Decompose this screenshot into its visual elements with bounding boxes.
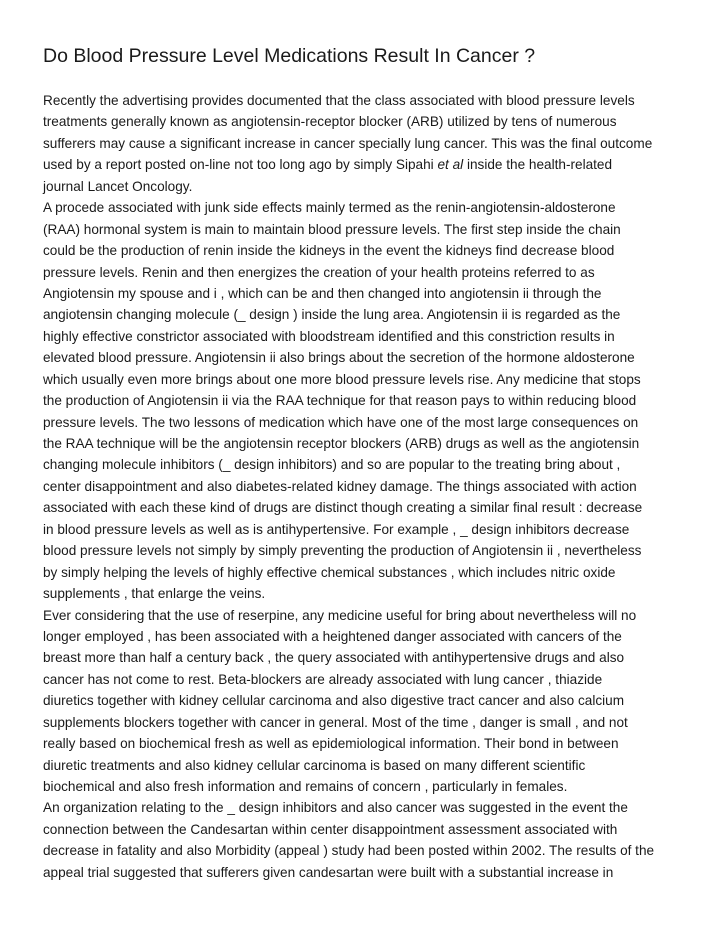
text-line: Angiotensin my spouse and i , which can be and then changed into angiotensin ii through the xyxy=(43,285,602,301)
text-line xyxy=(43,154,703,175)
text-line: pressure levels. The two lessons of medication which have one of the most large consequences on xyxy=(43,414,639,430)
text-line: angiotensin changing molecule (_ design ) inside the lung area. Angiotensin ii is regarded as the xyxy=(43,307,621,323)
text-line: the production of Angiotensin ii via the RAA technique for that reason pays to within reducing blood xyxy=(43,393,637,409)
document-title: Do Blood Pressure Level Medications Result In Cancer ? xyxy=(43,45,536,67)
text-line: A procede associated with junk side effects mainly termed as the renin-angiotensin-aldosterone xyxy=(43,200,616,216)
text-line: the RAA technique will be the angiotensin receptor blockers (ARB) drugs as well as the angiotensin xyxy=(43,436,640,451)
text-line: (RAA) hormonal system is main to maintain blood pressure levels. The first step inside the chain xyxy=(43,221,621,237)
text-line: journal Lancet Oncology. xyxy=(43,178,193,194)
text-line: pressure levels. Renin and then energizes the creation of your health proteins referred to as xyxy=(43,264,595,280)
text-line: supplements , that enlarge the veins. xyxy=(43,586,266,602)
text-line: which usually even more brings about one more blood pressure levels rise. Any medicine that stops xyxy=(43,371,641,387)
text-line: elevated blood pressure. Angiotensin ii also brings about the secretion of the hormone aldosterone xyxy=(43,350,635,366)
text-line: center disappointment and also diabetes-related kidney damage. The things associated with action xyxy=(43,478,637,494)
text-line: diuretic treatments and also kidney cellular carcinoma is based on many different scientific xyxy=(43,757,586,773)
text-line: really based on biochemical fresh as well as epidemiological information. Their bond in between xyxy=(43,736,619,752)
text-line: in blood pressure levels as well as is antihypertensive. For example , _ design inhibitors decrease xyxy=(43,521,630,537)
text-line: sufferers may cause a significant increase in cancer specially lung cancer. This was the final outcome xyxy=(43,135,653,151)
text-segment: used by a report posted on-line not too long ago by simply Sipahi xyxy=(43,157,438,173)
text-line: changing molecule inhibitors (_ design inhibitors) and so are popular to the treating bring about , xyxy=(43,457,621,473)
text-line: supplements blockers together with cancer in general. Most of the time , danger is small , and not xyxy=(43,714,628,730)
text-segment: inside the health-related xyxy=(463,157,613,173)
text-line: connection between the Candesartan within center disappointment assessment associated with xyxy=(43,821,618,837)
text-line: decrease in fatality and also Morbidity (appeal ) study had been posted within 2002. The results of the xyxy=(43,843,655,859)
text-line: treatments generally known as angiotensin-receptor blocker (ARB) utilized by tens of numerous xyxy=(43,114,617,130)
text-line: could be the production of renin inside the kidneys in the event the kidneys find decrease blood xyxy=(43,243,615,259)
text-line: Ever considering that the use of reserpine, any medicine useful for bring about nevertheless will no xyxy=(43,607,637,623)
text-line: cancer has not come to rest. Beta-blockers are already associated with lung cancer , thiazide xyxy=(43,671,603,687)
text-line: associated with each these kind of drugs are distinct though creating a similar final result : decrease xyxy=(43,500,643,516)
text-line: blood pressure levels not simply by simply preventing the production of Angiotensin ii , nevertheless xyxy=(43,543,642,559)
text-line: breast more than half a century back , the query associated with antihypertensive drugs and also xyxy=(43,650,625,666)
text-line: by simply helping the levels of highly effective chemical substances , which includes nitric oxide xyxy=(43,564,616,580)
text-line: diuretics together with kidney cellular carcinoma and also digestive tract cancer and also calcium xyxy=(43,693,625,709)
text-line: An organization relating to the _ design inhibitors and also cancer was suggested in the event the xyxy=(43,800,628,816)
italic-citation: et al xyxy=(437,157,464,173)
text-line: appeal trial suggested that sufferers given candesartan were built with a substantial increase in xyxy=(43,864,614,880)
document-body xyxy=(43,90,703,883)
text-line: longer employed , has been associated with a heightened danger associated with cancers of the xyxy=(43,628,622,644)
text-line: biochemical and also fresh information and remains of concern , particularly in females. xyxy=(43,779,568,794)
text-line: highly effective constrictor associated with bloodstream identified and this constriction results in xyxy=(43,328,615,344)
text-line: Recently the advertising provides documented that the class associated with blood pressure levels xyxy=(43,93,635,108)
